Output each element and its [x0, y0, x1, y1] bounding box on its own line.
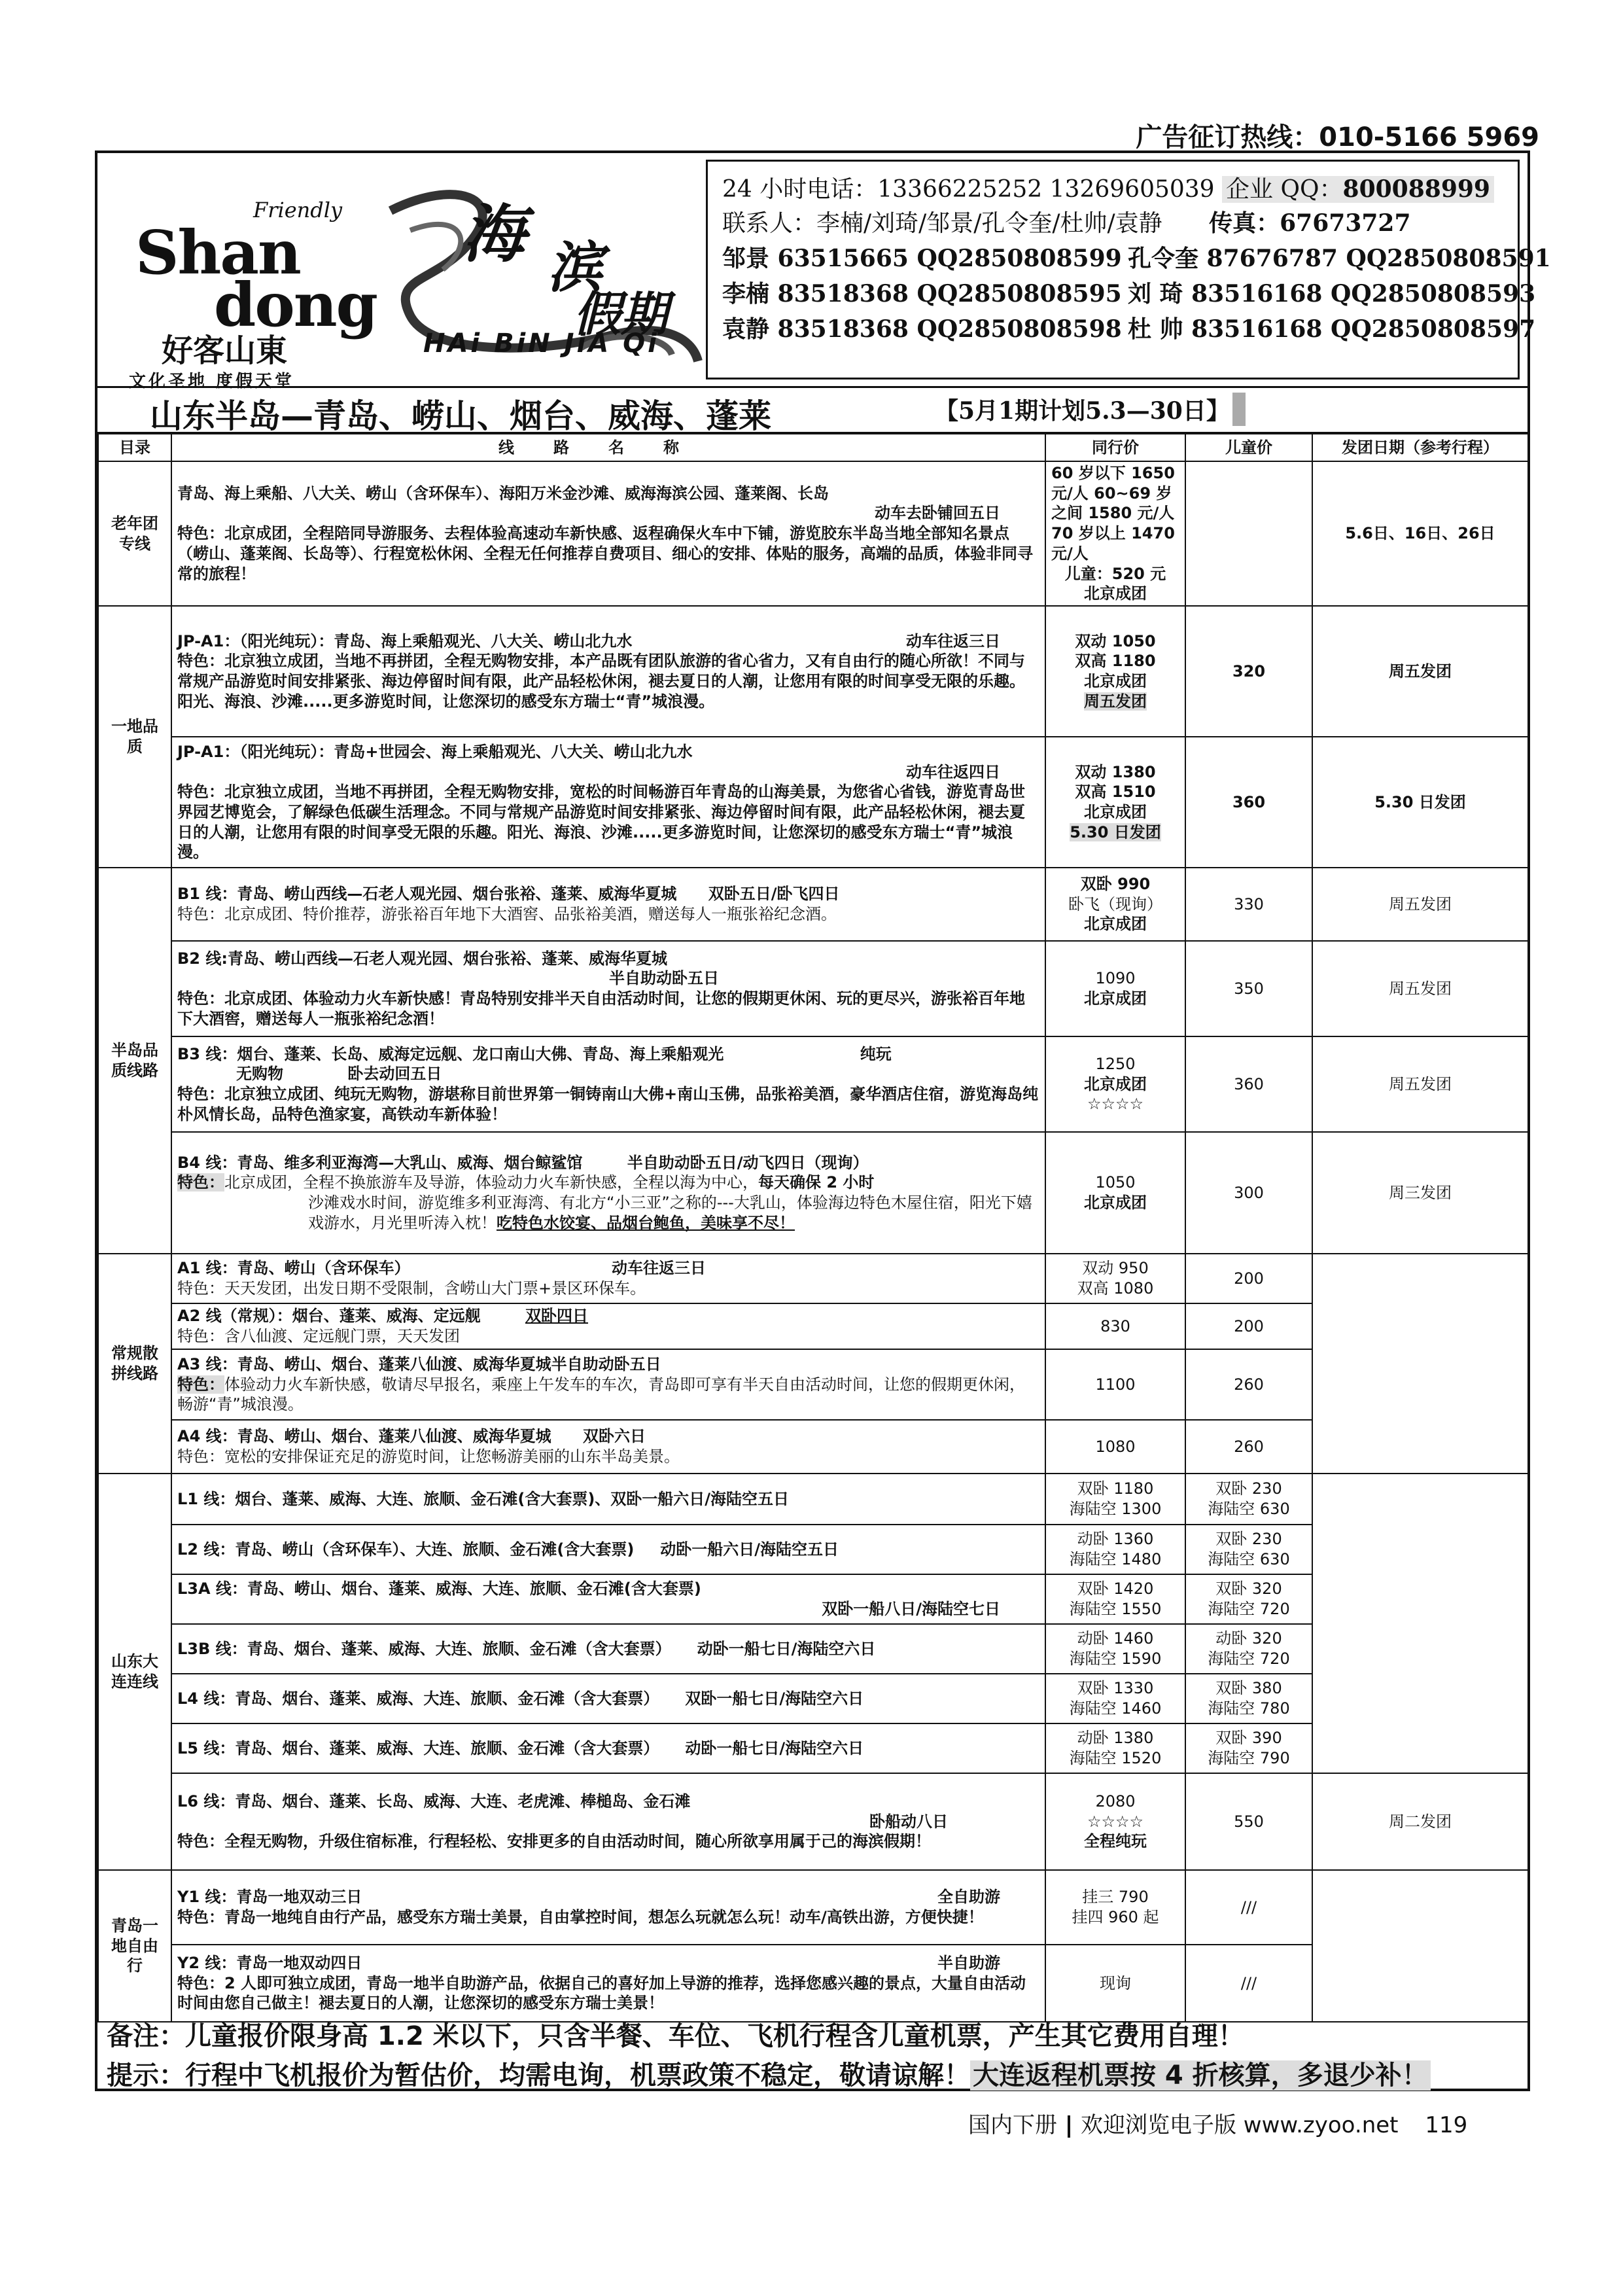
header-date: 发团日期（参考行程）: [1312, 434, 1528, 461]
footer-divider: [1068, 2115, 1070, 2138]
table-row: [98, 1870, 1528, 1945]
contact-box: [706, 160, 1551, 380]
price-child: 儿童：520 元: [1064, 564, 1166, 583]
child-cell: 260: [1185, 1420, 1312, 1474]
route-cell: [171, 1525, 1045, 1574]
qq-label: 企业 QQ：: [1226, 176, 1343, 203]
footer-link[interactable]: 欢迎浏览电子版 www.zyoo.net: [1081, 2112, 1399, 2138]
route-feature: 特色：北京独立成团，当地不再拼团，全程无购物安排，宽松的时间畅游百年青岛的山海美景，为您省心省钱，游览青岛世界园艺博览会，了解绿色低碳生活理念。不同与常规产品游览时间安排紧张、海边停留时间有限，此产品轻松休闲，褪去夏日的人潮，让您用有限的时间享受无限的乐趣。阳光、海浪、沙滩.....更多游览时间，让您深切的感受东方瑞士“青”城浪漫。: [177, 783, 1025, 862]
route-line: B1 线：青岛、崂山西线—石老人观光园、烟台张裕、蓬莱、威海华夏城: [177, 885, 677, 904]
route-table: [97, 433, 1529, 2022]
logo-bin: 滨: [548, 235, 603, 300]
child-cell: 360: [1185, 737, 1312, 868]
feature-label: 特色：: [177, 1173, 224, 1192]
price-line: 1050: [1095, 1173, 1136, 1192]
price-cell: [1045, 1624, 1185, 1674]
child-cell: ///: [1185, 1870, 1312, 1945]
footer: [968, 2107, 1467, 2139]
child-cell: [1185, 461, 1312, 606]
price-line: 双卧 1420: [1077, 1580, 1154, 1598]
table-row: [98, 1254, 1528, 1303]
price-line: 北京成团: [1084, 672, 1147, 691]
price-line: 双卧 1330: [1077, 1679, 1154, 1698]
logo-area: [103, 158, 691, 391]
route-feature-2: 沙滩戏水时间，游览维多利亚海湾、有北方“小三亚”之称的---大乳山，体验海边特色木屋住宿，阳光下嬉戏游水，月光里听涛入枕！: [308, 1193, 1032, 1232]
table-header-row: [98, 434, 1528, 461]
route-line: A1 线：青岛、崂山（含环保车）: [177, 1259, 410, 1278]
price-line: 5.30 日发团: [1070, 822, 1161, 841]
price-cell: [1045, 606, 1185, 737]
category-cell: 青岛一地自由行: [98, 1870, 171, 2022]
route-cell: [171, 1254, 1045, 1303]
route-feature-bold: 每天确保 2 小时: [758, 1173, 875, 1192]
date-cell: 周二发团: [1312, 1773, 1528, 1870]
child-line: 海陆空 790: [1208, 1749, 1290, 1768]
route-days: 双卧四日: [525, 1307, 588, 1326]
route-line: L3A 线：青岛、崂山、烟台、蓬莱、威海、大连、旅顺、金石滩(含大套票): [177, 1580, 701, 1598]
route-cell: [171, 1036, 1045, 1132]
price-line: 挂四 960 起: [1072, 1908, 1159, 1927]
contact-cell: 孔令奎 87676787 QQ2850808591: [1128, 245, 1551, 272]
route-cell: [171, 606, 1045, 737]
route-days: 全自助游: [937, 1888, 1000, 1907]
route-feature: 特色：天天发团，出发日期不受限制，含崂山大门票+景区环保车。: [177, 1279, 646, 1298]
route-pure: 纯玩: [860, 1044, 892, 1063]
contact-cell: 刘 琦 83516168 QQ2850808593: [1128, 280, 1536, 308]
note-children: 备注：儿童报价限身高 1.2 米以下，只含半餐、车位、飞机行程含儿童机票，产生其它费用自理！: [107, 2021, 1244, 2051]
table-row: [98, 1474, 1528, 1525]
price-line: 海陆空 1590: [1069, 1650, 1162, 1669]
route-line: A4 线：青岛、崂山、烟台、蓬莱八仙渡、威海华夏城: [177, 1427, 551, 1446]
price-line: 双高 1080: [1077, 1279, 1154, 1298]
date-cell: 周三发团: [1312, 1132, 1528, 1254]
header-price: 同行价: [1045, 434, 1185, 461]
fax-number: 67673727: [1280, 209, 1411, 237]
child-line: 双卧 320: [1215, 1580, 1282, 1598]
contact-cell: 杜 帅 83516168 QQ2850808597: [1128, 315, 1536, 343]
route-cell: [171, 1945, 1045, 2022]
price-line: 双动 950: [1082, 1259, 1149, 1278]
note-tips-highlight: 大连返程机票按 4 折核算，多退少补！: [970, 2060, 1431, 2091]
category-cell: 山东大连连线: [98, 1474, 171, 1870]
price-line: 海陆空 1460: [1069, 1699, 1162, 1718]
route-cell: [171, 1349, 1045, 1420]
category-cell: 常规散拼线路: [98, 1254, 171, 1474]
child-line: 双卧 380: [1215, 1679, 1282, 1698]
table-row: [98, 941, 1528, 1036]
header-child: 儿童价: [1185, 434, 1312, 461]
route-cell: [171, 1674, 1045, 1723]
route-feature: 特色：北京成团、体验动力火车新快感！青岛特别安排半天自由活动时间，让您的假期更休闲、玩的更尽兴，游张裕百年地下大酒窖，赠送每人一瓶张裕纪念酒！: [177, 989, 1025, 1028]
price-line: 北京成团: [1084, 1193, 1147, 1212]
route-line: B3 线：烟台、蓬莱、长岛、威海定远舰、龙口南山大佛、青岛、海上乘船观光: [177, 1044, 724, 1063]
table-row: [98, 461, 1528, 606]
qq-number: 800088999: [1342, 175, 1490, 203]
qq-box: [1222, 176, 1494, 203]
child-cell: 550: [1185, 1773, 1312, 1870]
table-row: [98, 1036, 1528, 1132]
price-line: 北京成团: [1084, 989, 1147, 1008]
child-line: 双卧 230: [1215, 1530, 1282, 1549]
price-cell: [1045, 1474, 1185, 1525]
haibin-logo: [364, 171, 705, 374]
child-cell: 330: [1185, 868, 1312, 941]
price-line: 海陆空 1550: [1069, 1600, 1162, 1619]
price-line: 双卧 1180: [1077, 1479, 1154, 1498]
child-line: 海陆空 720: [1208, 1600, 1290, 1619]
table-row: [98, 868, 1528, 941]
price-line: 双高 1510: [1075, 783, 1156, 802]
route-days: 动车往返三日: [906, 631, 1000, 650]
child-cell: [1185, 1624, 1312, 1674]
route-line: L2 线：青岛、崂山（含环保车）、大连、旅顺、金石滩(含大套票): [177, 1540, 635, 1559]
price-line: 北京成团: [1084, 803, 1147, 822]
logo-dong: dong: [214, 270, 377, 340]
logo-hai: 海: [462, 197, 525, 271]
price-cell: [1045, 1036, 1185, 1132]
price-city: 北京成团: [1084, 584, 1147, 603]
date-cell: 周五发团: [1312, 941, 1528, 1036]
star-icon: ☆☆☆☆: [1087, 1095, 1144, 1114]
contact-cell: 邹景 63515665 QQ2850808599: [722, 245, 1122, 272]
route-cell: [171, 941, 1045, 1036]
route-days: 动车去卧铺回五日: [875, 504, 1000, 523]
star-icon: ☆☆☆☆: [1087, 1812, 1144, 1831]
date-cell: 5.30 日发团: [1312, 737, 1528, 868]
route-cell: [171, 1773, 1045, 1870]
child-cell: [1185, 1525, 1312, 1574]
date-cell: 周五发团: [1312, 606, 1528, 737]
table-row: [98, 1773, 1528, 1870]
price-cell: [1045, 868, 1185, 941]
route-feature: 特色：北京独立成团，当地不再拼团，全程无购物安排，本产品既有团队旅游的省心省力，又有自由行的随心所欲！不同与常规产品游览时间安排紧张、海边停留时间有限，此产品轻松休闲，褪去夏日的人潮，让您用有限的时间享受无限的乐趣。阳光、海浪、沙滩.....更多游览时间，让您深切的感受东方瑞士“青”城浪漫。: [177, 652, 1025, 711]
child-cell: [1185, 1574, 1312, 1624]
logo-shan: Shan: [135, 217, 300, 288]
contact-row-2: [722, 275, 1536, 309]
route-cell: [171, 461, 1045, 606]
footer-section: 国内下册: [968, 2112, 1057, 2138]
title-bar: [97, 386, 1527, 434]
route-feature: 特色：含八仙渡、定远舰门票，天天发团: [177, 1327, 460, 1346]
price-line: 北京成团: [1084, 915, 1147, 934]
route-line: Y2 线：青岛一地双动四日: [177, 1953, 362, 1972]
price-cell: [1045, 1870, 1185, 1945]
route-feature: 特色：青岛一地纯自由行产品，感受东方瑞士美景，自由掌控时间，想怎么玩就怎么玩！动车/高铁出游，方便快捷！: [177, 1908, 984, 1927]
contact-row-people: [722, 205, 1411, 238]
price-line: 1250: [1095, 1054, 1136, 1073]
table-row: [98, 1132, 1528, 1254]
child-line: 海陆空 630: [1208, 1500, 1290, 1519]
table-row: [98, 606, 1528, 737]
table-row: [98, 737, 1528, 868]
contact-cell: 袁静 83518368 QQ2850808598: [722, 315, 1122, 343]
route-days: 双卧五日/卧飞四日: [708, 885, 840, 904]
header-route: 线路名称: [171, 434, 1045, 461]
header-catalog: 目录: [98, 434, 171, 461]
child-cell: 320: [1185, 606, 1312, 737]
contact-row-phone: [722, 171, 1494, 204]
route-feature: 特色：2 人即可独立成团，青岛一地半自助游产品，依据自己的喜好加上导游的推荐，选择您感兴趣的景点，大量自由活动时间由您自己做主！褪去夏日的人潮，让您深切的感受东方瑞士美景！: [177, 1973, 1026, 2013]
child-line: 双卧 390: [1215, 1729, 1282, 1748]
price-cell: 现询: [1045, 1945, 1185, 2022]
logo-cn: 好客山東: [162, 332, 288, 369]
route-line: L6 线：青岛、烟台、蓬莱、长岛、威海、大连、老虎滩、棒槌岛、金石滩: [177, 1792, 691, 1810]
fax-label: 传真：: [1209, 209, 1280, 237]
price-cell: 1080: [1045, 1420, 1185, 1474]
category-cell: 半岛品质线路: [98, 868, 171, 1254]
note-tips-text: 提示：行程中飞机报价为暂估价，均需电询，机票政策不稳定，敬请谅解！: [107, 2060, 970, 2091]
child-cell: 200: [1185, 1254, 1312, 1303]
price-cell: [1045, 1773, 1185, 1870]
logo-friendly: Friendly: [253, 198, 343, 222]
price-line: 双卧 990: [1080, 874, 1151, 893]
price-cell: 1100: [1045, 1349, 1185, 1420]
route-line: JP-A1：（阳光纯玩）：青岛+世园会、海上乘船观光、八大关、崂山北九水: [177, 742, 693, 761]
route-line: 青岛、海上乘船、八大关、崂山（含环保车）、海阳万米金沙滩、威海海滨公园、蓬莱阁、长岛: [177, 484, 829, 503]
date-cell: 5.6日、16日、26日: [1312, 461, 1528, 606]
price-cell: [1045, 737, 1185, 868]
route-feature-food: 吃特色水饺宴、品烟台鲍鱼，美味享不尽！: [497, 1213, 795, 1232]
child-cell: [1185, 1474, 1312, 1525]
price-line: 双高 1180: [1075, 652, 1156, 671]
contact-cell: 李楠 83518368 QQ2850808595: [722, 280, 1122, 308]
child-cell: 350: [1185, 941, 1312, 1036]
route-feature: 特色：宽松的安排保证充足的游览时间，让您畅游美丽的山东半岛美景。: [177, 1447, 680, 1466]
route-noshop: 无购物: [236, 1065, 283, 1084]
price-line: 动卧 1360: [1077, 1530, 1154, 1549]
route-line: Y1 线：青岛一地双动三日: [177, 1888, 362, 1907]
price-cell: [1045, 1132, 1185, 1254]
price-cell: [1045, 1723, 1185, 1773]
logo-haibin-en: HAi BiN JiA Qi: [423, 328, 659, 359]
plan-label: 【5月1期计划5.3—30日】: [935, 393, 1246, 426]
child-cell: 360: [1185, 1036, 1312, 1132]
route-cell: [171, 1870, 1045, 1945]
route-days: 双卧一船八日/海陆空七日: [822, 1600, 1000, 1619]
price-line: 动卧 1460: [1077, 1629, 1154, 1648]
route-days: 动卧一船六日/海陆空五日: [660, 1540, 839, 1559]
price-cell: [1045, 1574, 1185, 1624]
feature-label: 特色：: [177, 1375, 224, 1394]
route-cell: L1 线：烟台、蓬莱、威海、大连、旅顺、金石滩(含大套票)、双卧一船六日/海陆空五日: [171, 1474, 1045, 1525]
category-cell: 老年团专线: [98, 461, 171, 606]
route-cell: [171, 1624, 1045, 1674]
route-days: 动车往返四日: [906, 762, 1000, 781]
price-text: 60 岁以下 1650 元/人 60~69 岁之间 1580 元/人 70 岁以上 1470 元/人: [1051, 464, 1175, 563]
price-line: 挂三 790: [1082, 1888, 1149, 1907]
route-days: 动卧一船七日/海陆空六日: [685, 1739, 864, 1757]
contact-people: 联系人：李楠/刘琦/邹景/孔令奎/杜帅/袁静: [722, 210, 1162, 237]
route-days: 卧去动回五日: [347, 1065, 442, 1084]
page-title: 山东半岛—青岛、崂山、烟台、威海、蓬莱: [150, 397, 771, 435]
child-line: 动卧 320: [1215, 1629, 1282, 1648]
route-cell: [171, 1420, 1045, 1474]
route-line: JP-A1：（阳光纯玩）：青岛、海上乘船观光、八大关、崂山北九水: [177, 631, 633, 650]
date-cell: [1312, 1870, 1528, 2022]
child-line: 双卧 230: [1215, 1479, 1282, 1498]
phone24: 24 小时电话：13366225252 13269605039: [722, 176, 1215, 203]
logo-slogan: 文化圣地 度假天堂: [129, 372, 295, 391]
price-line: 海陆空 1300: [1069, 1500, 1162, 1519]
page-frame: [95, 150, 1551, 2091]
route-days: 动卧一船七日/海陆空六日: [697, 1639, 876, 1658]
route-line: L4 线：青岛、烟台、蓬莱、威海、大连、旅顺、金石滩（含大套票）: [177, 1689, 659, 1708]
child-line: 海陆空 720: [1208, 1650, 1290, 1669]
route-feature: 特色：全程无购物，升级住宿标准，行程轻松、安排更多的自由活动时间，随心所欲享用属于己的海滨假期！: [177, 1832, 931, 1851]
price-line: 1090: [1095, 969, 1136, 988]
route-days: 半自助动卧五日: [609, 969, 719, 988]
price-line: 动卧 1380: [1077, 1729, 1154, 1748]
child-cell: 300: [1185, 1132, 1312, 1254]
category-cell: 一地品质: [98, 606, 171, 868]
price-line: 北京成团: [1084, 1074, 1147, 1093]
price-line: 双动 1380: [1075, 762, 1156, 781]
route-line: A3 线：青岛、崂山、烟台、蓬莱八仙渡、威海华夏城半自助动卧五日: [177, 1354, 661, 1373]
route-days: 双卧六日: [583, 1427, 646, 1446]
route-cell: [171, 737, 1045, 868]
route-cell: [171, 1574, 1045, 1624]
route-line: L3B 线：青岛、烟台、蓬莱、威海、大连、旅顺、金石滩（含大套票）: [177, 1639, 671, 1658]
page-number: 119: [1425, 2112, 1468, 2138]
price-cell: [1045, 941, 1185, 1036]
route-cell: [171, 868, 1045, 941]
route-cell: [171, 1303, 1045, 1349]
price-cell: [1045, 1674, 1185, 1723]
price-cell: [1045, 1525, 1185, 1574]
child-cell: 200: [1185, 1303, 1312, 1349]
route-days: 双卧一船七日/海陆空六日: [685, 1689, 864, 1708]
route-line: L5 线：青岛、烟台、蓬莱、威海、大连、旅顺、金石滩（含大套票）: [177, 1739, 659, 1757]
contact-row-1: [722, 240, 1551, 274]
route-days: 卧船动八日: [869, 1812, 948, 1831]
route-cell: [171, 1723, 1045, 1773]
route-line: A2 线（常规）：烟台、蓬莱、威海、定远舰: [177, 1307, 481, 1326]
price-line: 全程纯玩: [1084, 1832, 1147, 1851]
price-cell: [1045, 1254, 1185, 1303]
route-line: B4 线：青岛、维多利亚海湾—大乳山、威海、烟台鲸鲨馆: [177, 1153, 583, 1172]
child-cell: 260: [1185, 1349, 1312, 1420]
ad-hotline: 广告征订热线：010-5166 5969: [1136, 122, 1539, 152]
header: [97, 153, 1551, 391]
child-cell: [1185, 1723, 1312, 1773]
contact-row-3: [722, 311, 1536, 344]
date-cell: [1312, 1474, 1528, 1773]
route-cell: [171, 1132, 1045, 1254]
note-tips: [107, 2055, 1431, 2092]
child-cell: ///: [1185, 1945, 1312, 2022]
route-days: 半自助动卧五日/动飞四日（现询）: [627, 1153, 869, 1172]
route-days: 半自助游: [937, 1953, 1000, 1972]
route-feature: 特色：北京成团、特价推荐，游张裕百年地下大酒窖、品张裕美酒，赠送每人一瓶张裕纪念酒。: [177, 905, 837, 924]
route-line: B2 线:青岛、崂山西线—石老人观光园、烟台张裕、蓬莱、威海华夏城: [177, 949, 667, 968]
price-cell: [1045, 461, 1185, 606]
price-line: 海陆空 1480: [1069, 1550, 1162, 1569]
route-feature: 北京成团，全程不换旅游车及导游，体验动力火车新快感，全程以海为中心，: [224, 1173, 758, 1192]
shandong-logo: [122, 185, 377, 391]
route-feature: 体验动力火车新快感，敬请尽早报名，乘座上午发车的车次，青岛即可享有半天自由活动时间，让您的假期更休闲，畅游“青”城浪漫。: [177, 1375, 1025, 1414]
route-feature: 特色：北京成团，全程陪同导游服务、去程体验高速动车新快感、返程确保火车中下铺，游览胶东半岛当地全部知名景点（崂山、蓬莱阁、长岛等）、行程宽松休闲、全程无任何推荐自费项目、细心的安排、体贴的服务，高端的品质，体验非同寻常的旅程！: [177, 524, 1033, 583]
price-line: 海陆空 1520: [1069, 1749, 1162, 1768]
child-line: 海陆空 630: [1208, 1550, 1290, 1569]
date-cell: 周五发团: [1312, 1036, 1528, 1132]
price-line: 周五发团: [1084, 692, 1147, 711]
route-days: 动车往返三日: [612, 1259, 706, 1278]
price-line: 2080: [1095, 1792, 1136, 1810]
date-cell: [1312, 1254, 1528, 1474]
price-cell: 830: [1045, 1303, 1185, 1349]
price-line: 卧飞（现询）: [1068, 894, 1162, 913]
date-cell: 周五发团: [1312, 868, 1528, 941]
child-cell: [1185, 1674, 1312, 1723]
logo-jiaqi: 假期: [574, 286, 669, 342]
child-line: 海陆空 780: [1208, 1699, 1290, 1718]
price-line: 双动 1050: [1075, 631, 1156, 650]
route-feature: 特色：北京独立成团、纯玩无购物，游堪称目前世界第一铜铸南山大佛+南山玉佛，品张裕美酒，豪华酒店住宿，游览海岛纯朴风情长岛，品特色渔家宴，高铁动车新体验！: [177, 1085, 1039, 1123]
